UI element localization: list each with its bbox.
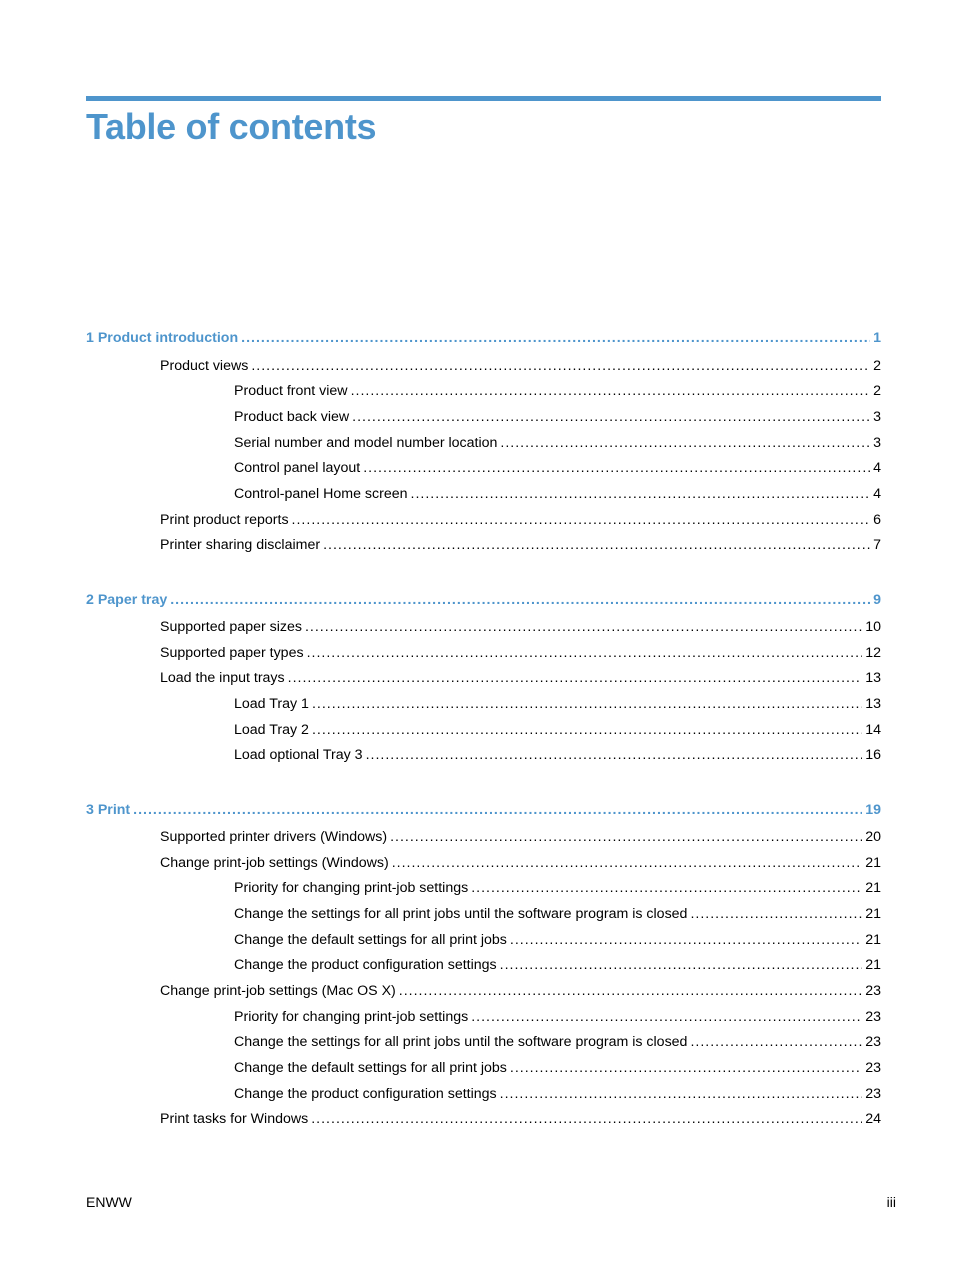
toc-entry-label: Load optional Tray 3 bbox=[234, 747, 363, 763]
toc-entry[interactable] bbox=[234, 484, 881, 504]
toc-entry-label: Control panel layout bbox=[234, 460, 361, 476]
toc-leader-dots bbox=[500, 955, 863, 975]
toc-leader-dots bbox=[390, 827, 862, 847]
toc-leader-dots bbox=[471, 878, 862, 898]
toc-leader-dots bbox=[392, 853, 863, 873]
toc-entry[interactable] bbox=[160, 510, 881, 530]
toc-entry-label: Printer sharing disclaimer bbox=[160, 537, 321, 553]
toc-leader-dots bbox=[510, 1058, 862, 1078]
page-title: Table of contents bbox=[86, 106, 377, 147]
toc-entry-page: 16 bbox=[865, 747, 881, 763]
toc-entry-label: Supported paper sizes bbox=[160, 619, 302, 635]
toc-leader-dots bbox=[311, 1109, 862, 1129]
toc-entry-label: Change print-job settings (Windows) bbox=[160, 855, 389, 871]
footer-left: ENWW bbox=[86, 1194, 132, 1210]
toc-entry[interactable] bbox=[160, 643, 881, 663]
toc-entry-page: 13 bbox=[865, 670, 881, 686]
toc-entry[interactable] bbox=[234, 1058, 881, 1078]
toc-chapter-entry[interactable] bbox=[86, 800, 881, 820]
toc-entry[interactable] bbox=[234, 1084, 881, 1104]
toc-entry-page: 21 bbox=[865, 957, 881, 973]
toc-leader-dots bbox=[251, 356, 870, 376]
toc-leader-dots bbox=[307, 643, 863, 663]
toc-entry-page: 2 bbox=[873, 383, 881, 399]
toc-entry-page: 3 bbox=[873, 435, 881, 451]
toc-entry-page: 23 bbox=[865, 1009, 881, 1025]
toc-entry-page: 21 bbox=[865, 855, 881, 871]
toc-entry-label: Product back view bbox=[234, 409, 350, 425]
toc-entry-page: 13 bbox=[865, 696, 881, 712]
toc-entry-label: Control-panel Home screen bbox=[234, 486, 408, 502]
toc-leader-dots bbox=[363, 458, 870, 478]
toc-entry-label: Supported paper types bbox=[160, 645, 304, 661]
toc-entry[interactable] bbox=[234, 955, 881, 975]
toc-entry-label: Priority for changing print-job settings bbox=[234, 880, 469, 896]
toc-entry[interactable] bbox=[160, 668, 881, 688]
toc-entry-page: 21 bbox=[865, 932, 881, 948]
toc-entry-page: 21 bbox=[865, 880, 881, 896]
toc-leader-dots bbox=[690, 904, 862, 924]
toc-entry-page: 12 bbox=[865, 645, 881, 661]
toc-entry-page: 23 bbox=[865, 1086, 881, 1102]
toc-entry-page: 6 bbox=[873, 512, 881, 528]
toc-entry-page: 2 bbox=[873, 358, 881, 374]
toc-leader-dots bbox=[399, 981, 862, 1001]
toc-entry[interactable] bbox=[234, 407, 881, 427]
toc-entry-page: 19 bbox=[865, 802, 881, 818]
toc-entry-page: 20 bbox=[865, 829, 881, 845]
toc-entry-page: 7 bbox=[873, 537, 881, 553]
toc-leader-dots bbox=[510, 930, 862, 950]
toc-entry-page: 10 bbox=[865, 619, 881, 635]
toc-entry[interactable] bbox=[160, 981, 881, 1001]
toc-entry-label: Change print-job settings (Mac OS X) bbox=[160, 983, 396, 999]
toc-entry[interactable] bbox=[234, 720, 881, 740]
toc-entry-page: 9 bbox=[873, 592, 881, 608]
toc-entry[interactable] bbox=[234, 745, 881, 765]
toc-entry-label: Load Tray 1 bbox=[234, 696, 309, 712]
toc-entry[interactable] bbox=[234, 878, 881, 898]
toc-entry-page: 14 bbox=[865, 722, 881, 738]
toc-leader-dots bbox=[352, 407, 870, 427]
toc-leader-dots bbox=[292, 510, 871, 530]
toc-leader-dots bbox=[133, 800, 862, 820]
toc-leader-dots bbox=[305, 617, 862, 637]
toc-entry-label: Change the default settings for all print jobs bbox=[234, 1060, 507, 1076]
toc-entry-label: Priority for changing print-job settings bbox=[234, 1009, 469, 1025]
toc-entry-label: Change the settings for all print jobs until the software program is closed bbox=[234, 1034, 688, 1050]
toc-entry-page: 23 bbox=[865, 983, 881, 999]
toc-entry[interactable] bbox=[234, 1032, 881, 1052]
toc-leader-dots bbox=[351, 381, 871, 401]
toc-leader-dots bbox=[241, 328, 870, 348]
toc-entry-page: 23 bbox=[865, 1060, 881, 1076]
toc-leader-dots bbox=[366, 745, 863, 765]
toc-leader-dots bbox=[288, 668, 863, 688]
toc-entry-page: 1 bbox=[873, 330, 881, 346]
toc-entry[interactable] bbox=[234, 433, 881, 453]
toc-entry-label: Serial number and model number location bbox=[234, 435, 498, 451]
toc-entry-label: Print tasks for Windows bbox=[160, 1111, 309, 1127]
toc-entry-label: Product views bbox=[160, 358, 249, 374]
toc-entry-page: 3 bbox=[873, 409, 881, 425]
toc-entry-label: Change the product configuration settings bbox=[234, 1086, 497, 1102]
toc-entry[interactable] bbox=[234, 458, 881, 478]
toc-entry-label: Load Tray 2 bbox=[234, 722, 309, 738]
toc-leader-dots bbox=[312, 694, 862, 714]
toc-leader-dots bbox=[690, 1032, 862, 1052]
toc-entry[interactable] bbox=[160, 827, 881, 847]
toc-leader-dots bbox=[500, 1084, 863, 1104]
toc-entry-page: 24 bbox=[865, 1111, 881, 1127]
toc-entry-page: 23 bbox=[865, 1034, 881, 1050]
toc-entry-page: 21 bbox=[865, 906, 881, 922]
toc-entry-label: 2 Paper tray bbox=[86, 592, 168, 608]
toc-entry-label: Change the product configuration settings bbox=[234, 957, 497, 973]
toc-entry-page: 4 bbox=[873, 486, 881, 502]
toc-entry[interactable] bbox=[234, 904, 881, 924]
toc-entry[interactable] bbox=[160, 617, 881, 637]
toc-entry[interactable] bbox=[234, 694, 881, 714]
toc-entry-label: Change the settings for all print jobs until the software program is closed bbox=[234, 906, 688, 922]
footer-page-number: iii bbox=[886, 1194, 896, 1210]
toc-entry-label: 3 Print bbox=[86, 802, 131, 818]
toc-entry[interactable] bbox=[160, 535, 881, 555]
toc-entry[interactable] bbox=[234, 930, 881, 950]
toc-entry-label: Change the default settings for all print jobs bbox=[234, 932, 507, 948]
toc-entry-label: Load the input trays bbox=[160, 670, 285, 686]
toc-entry[interactable] bbox=[160, 356, 881, 376]
toc-leader-dots bbox=[500, 433, 870, 453]
toc-entry-page: 4 bbox=[873, 460, 881, 476]
toc-entry[interactable] bbox=[234, 381, 881, 401]
toc-chapter-entry[interactable] bbox=[86, 590, 881, 610]
toc-leader-dots bbox=[312, 720, 862, 740]
toc-entry-label: 1 Product introduction bbox=[86, 330, 239, 346]
toc-leader-dots bbox=[323, 535, 870, 555]
toc-entry-label: Product front view bbox=[234, 383, 348, 399]
toc-entry[interactable] bbox=[160, 1109, 881, 1129]
toc-leader-dots bbox=[170, 590, 870, 610]
toc-entry[interactable] bbox=[160, 853, 881, 873]
toc-leader-dots bbox=[411, 484, 871, 504]
toc-entry[interactable] bbox=[234, 1007, 881, 1027]
toc-chapter-entry[interactable] bbox=[86, 328, 881, 348]
toc-leader-dots bbox=[471, 1007, 862, 1027]
toc-entry-label: Print product reports bbox=[160, 512, 289, 528]
toc-entry-label: Supported printer drivers (Windows) bbox=[160, 829, 388, 845]
